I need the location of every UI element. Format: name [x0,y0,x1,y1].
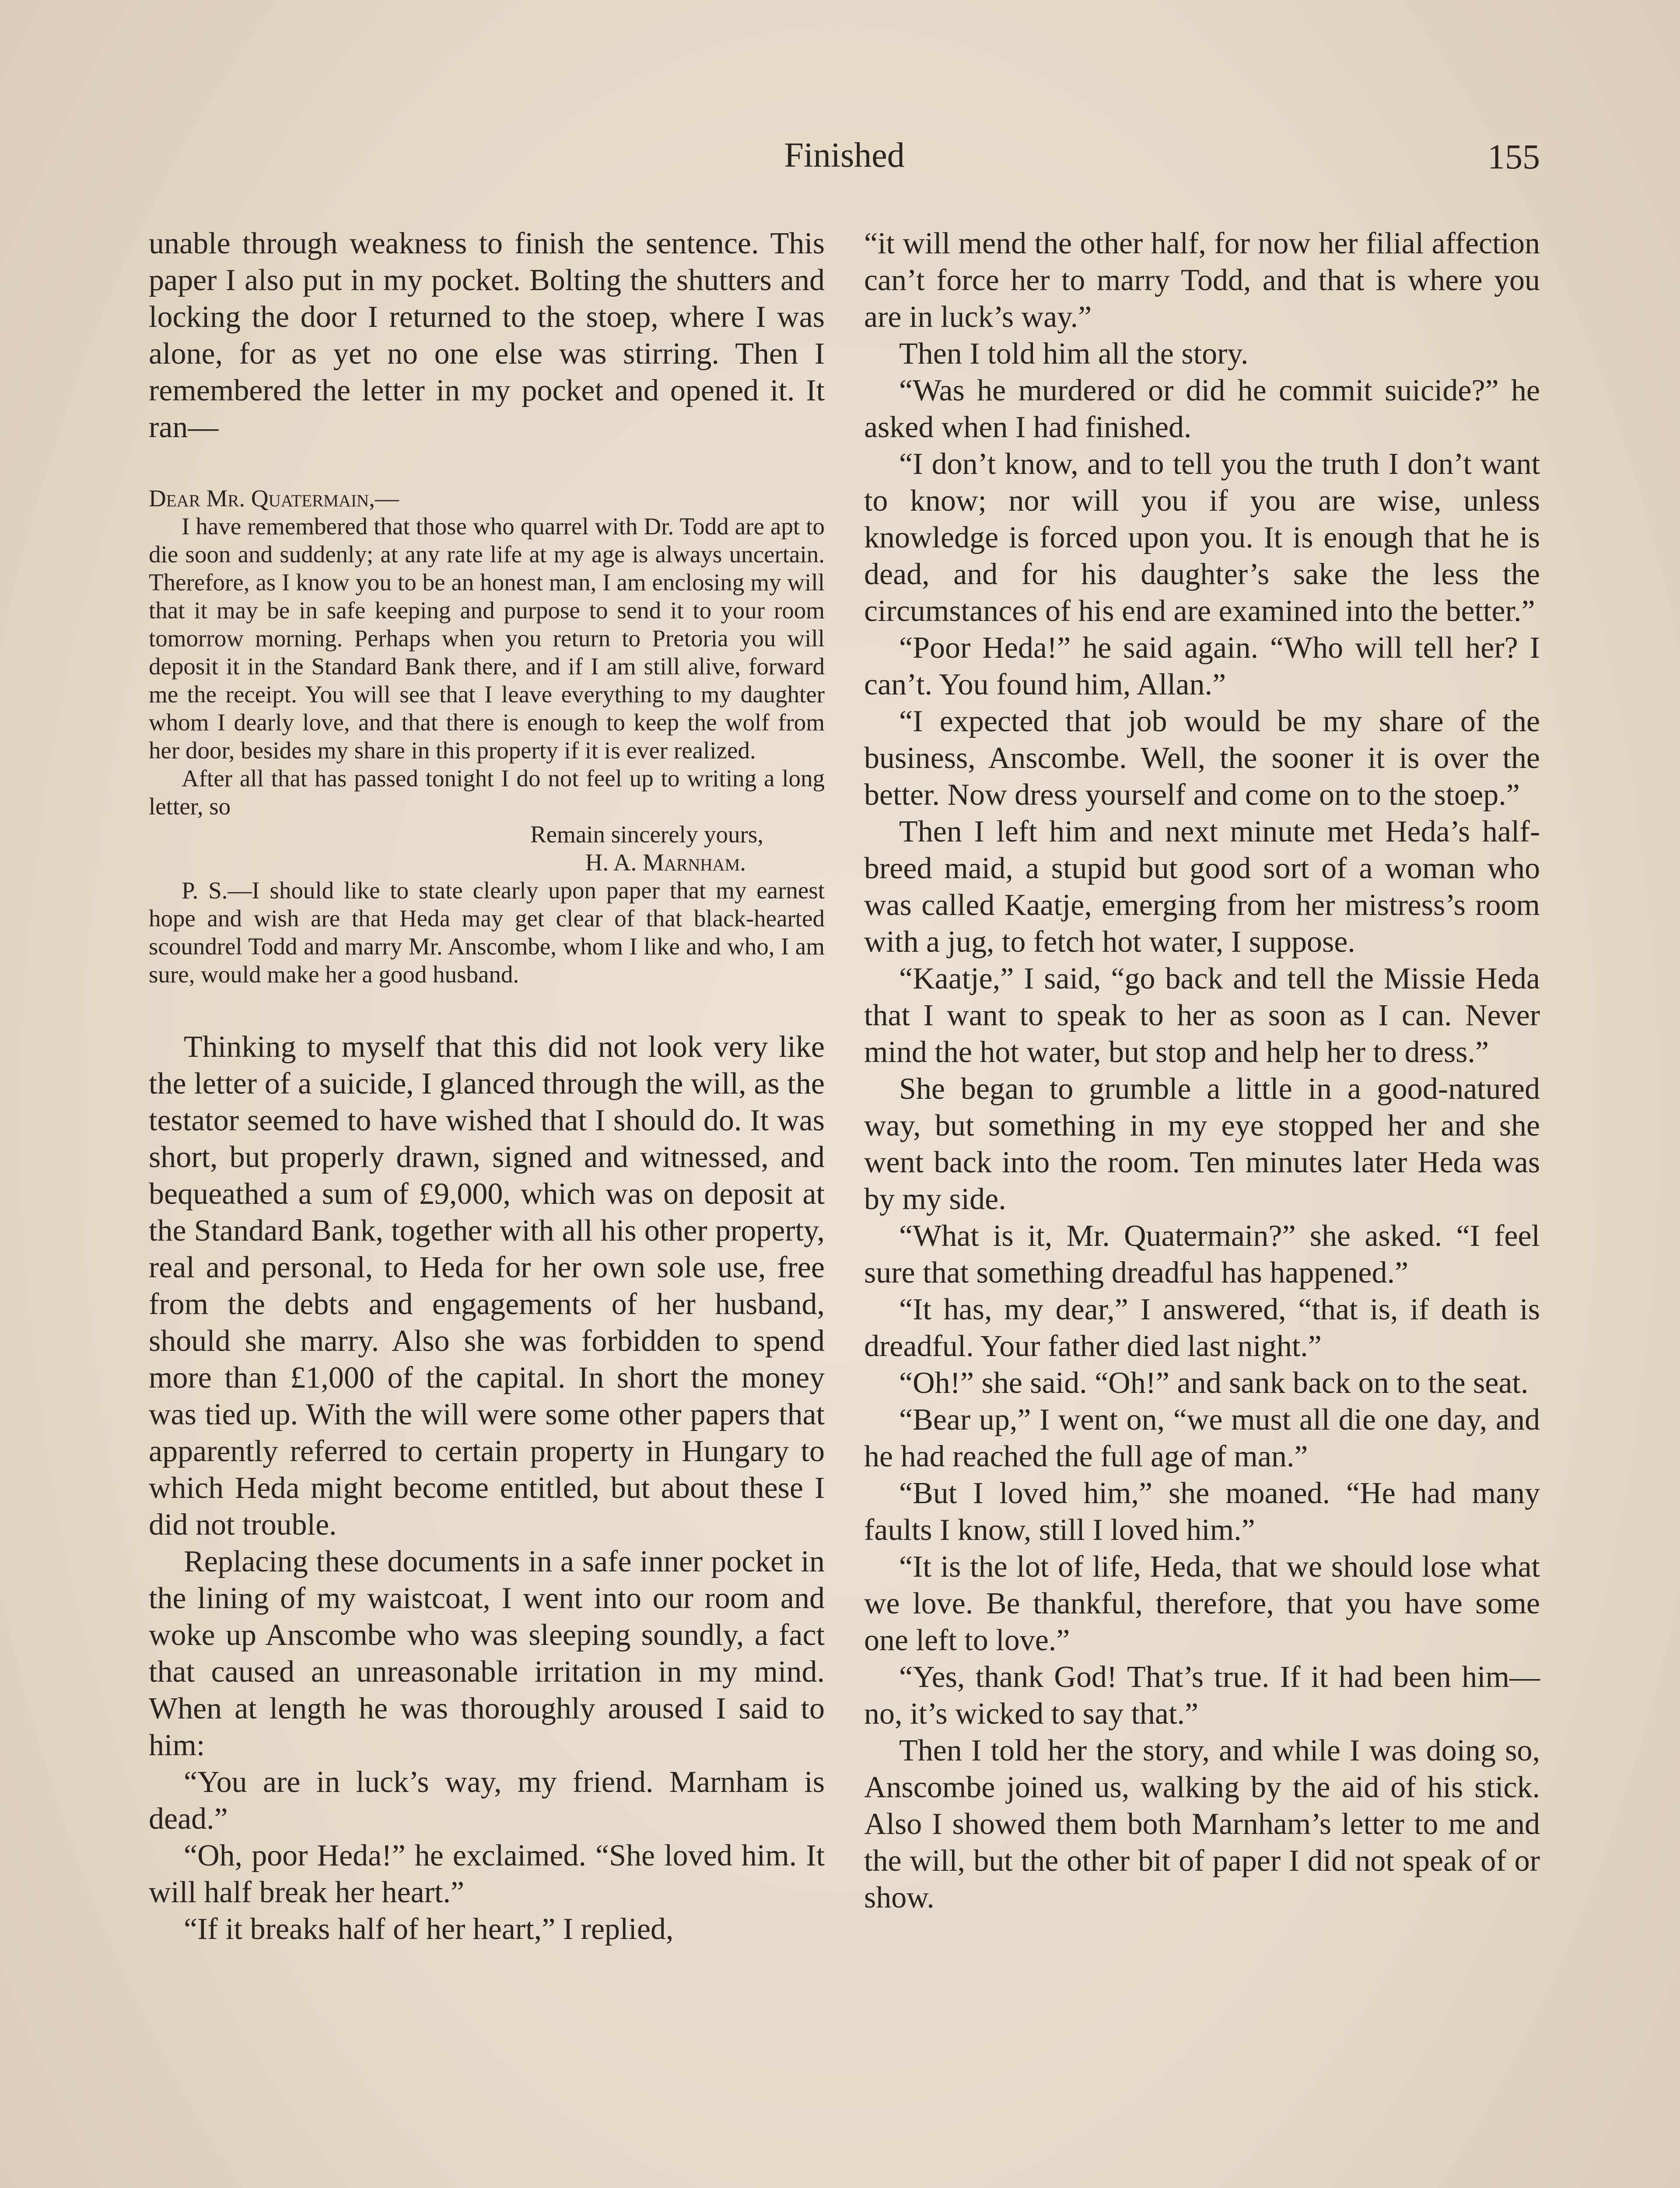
letter-closing: Remain sincerely yours, [530,821,763,848]
paragraph: “It has, my dear,” I answered, “that is, if death is dreadful. Your father died last night.” [864,1293,1540,1363]
letter-body: I have remembered that those who quarrel with Dr. Todd are apt to die soon and suddenly; at any rate life at my age is always uncertain. Therefore, as I know you to be an honest man, I am enclosing my will that it may be in safe keeping and purpose to send it to your room tomorrow morning. Perhaps when you return to Pretoria you will deposit it in the Standard Bank there, and if I am still alive, forward me the receipt. You will see that I leave everything to my daughter whom I dearly love, and that there is enough to keep the wolf from her door, besides my share in this property if it is ever realized. [149,513,825,764]
paragraph: unable through weakness to finish the sentence. This paper I also put in my pocket. Bolting the shutters and locking the door I returned to the stoep, where I was alone, for as yet no one else was stirring. Then I remembered the letter in my pocket and opened it. It ran— [149,227,825,444]
paragraph: Then I left him and next minute met Heda’s half-breed maid, a stupid but good sort of a woman who was called Kaatje, emerging from her mistress’s room with a jug, to fetch hot water, I suppose. [864,815,1540,959]
paragraph: “It is the lot of life, Heda, that we should lose what we love. Be thankful, therefore, that you have some one left to love.” [864,1550,1540,1657]
paragraph: Thinking to myself that this did not look very like the letter of a suicide, I glanced through the will, as the testator seemed to have wished that I should do. It was short, but properly drawn, signed and witnessed, and bequeathed a sum of £9,000, which was on deposit at the Standard Bank, together with all his other property, real and personal, to Heda for her own sole use, free from the debts and engagements of her husband, should she marry. Also she was forbidden to spend more than £1,000 of the capital. In short the money was tied up. With the will were some other papers that apparently referred to certain property in Hungary to which Heda might become entitled, but about these I did not trouble. [149,1030,825,1542]
paragraph: “it will mend the other half, for now her filial affection can’t force her to marry Todd, and that is where you are in luck’s way.” [864,227,1540,334]
left-column [149,225,825,1948]
paragraph: “You are in luck’s way, my friend. Marnham is dead.” [149,1765,825,1836]
paragraph: “Kaatje,” I said, “go back and tell the Missie Heda that I want to speak to her as soon as I can. Never mind the hot water, but stop and help her to dress.” [864,962,1540,1069]
paragraph: “I expected that job would be my share of the business, Anscombe. Well, the sooner it is over the better. Now dress yourself and come on to the stoep.” [864,705,1540,812]
paragraph: “I don’t know, and to tell you the truth I don’t want to know; nor will you if you are wise, unless knowledge is forced upon you. It is enough that he is dead, and for his daughter’s sake the less the circumstances of his end are examined into the better.” [864,447,1540,628]
paragraph: Replacing these documents in a safe inner pocket in the lining of my waistcoat, I went into our room and woke up Anscombe who was sleeping soundly, a fact that caused an unreasonable irritation in my mind. When at length he was thoroughly aroused I said to him: [149,1545,825,1762]
paragraph: She began to grumble a little in a good-natured way, but something in my eye stopped her and she went back into the room. Ten minutes later Heda was by my side. [864,1072,1540,1216]
paragraph: “Oh, poor Heda!” he exclaimed. “She loved him. It will half break her heart.” [149,1839,825,1909]
letter [149,484,825,989]
running-head [149,131,1540,184]
paragraph: “Was he murdered or did he commit suicide?” he asked when I had finished. [864,374,1540,444]
paragraph: “But I loved him,” she moaned. “He had many faults I know, still I loved him.” [864,1476,1540,1547]
paragraph: “Oh!” she said. “Oh!” and sank back on to the seat. [899,1366,1529,1400]
paragraph: “If it breaks half of her heart,” I replied, [184,1912,674,1946]
chapter-title: Finished [784,136,905,175]
paragraph: “What is it, Mr. Quatermain?” she asked. “I feel sure that something dreadful has happened.” [864,1219,1540,1290]
letter-signature: H. A. Marnham. [585,849,746,876]
paragraph: “Bear up,” I went on, “we must all die one day, and he had reached the full age of man.” [864,1403,1540,1473]
right-column [864,225,1540,1916]
paragraph: Then I told him all the story. [899,337,1249,371]
letter-salutation: Dear Mr. Quatermain,— [149,485,399,512]
paragraph: “Poor Heda!” he said again. “Who will tell her? I can’t. You found him, Allan.” [864,631,1540,701]
page-number: 155 [1488,138,1540,176]
letter-body: After all that has passed tonight I do not feel up to writing a long letter, so [149,765,825,820]
paragraph: “Yes, thank God! That’s true. If it had been him—no, it’s wicked to say that.” [864,1660,1540,1731]
paragraph: Then I told her the story, and while I was doing so, Anscombe joined us, walking by the aid of his stick. Also I showed them both Marnham’s letter to me and the will, but the other bit of paper I did not speak of or show. [864,1734,1540,1914]
letter-postscript: P. S.—I should like to state clearly upon paper that my earnest hope and wish are that Heda may get clear of that black-hearted scoundrel Todd and marry Mr. Anscombe, whom I like and who, I am sure, would make her a good husband. [149,877,825,988]
